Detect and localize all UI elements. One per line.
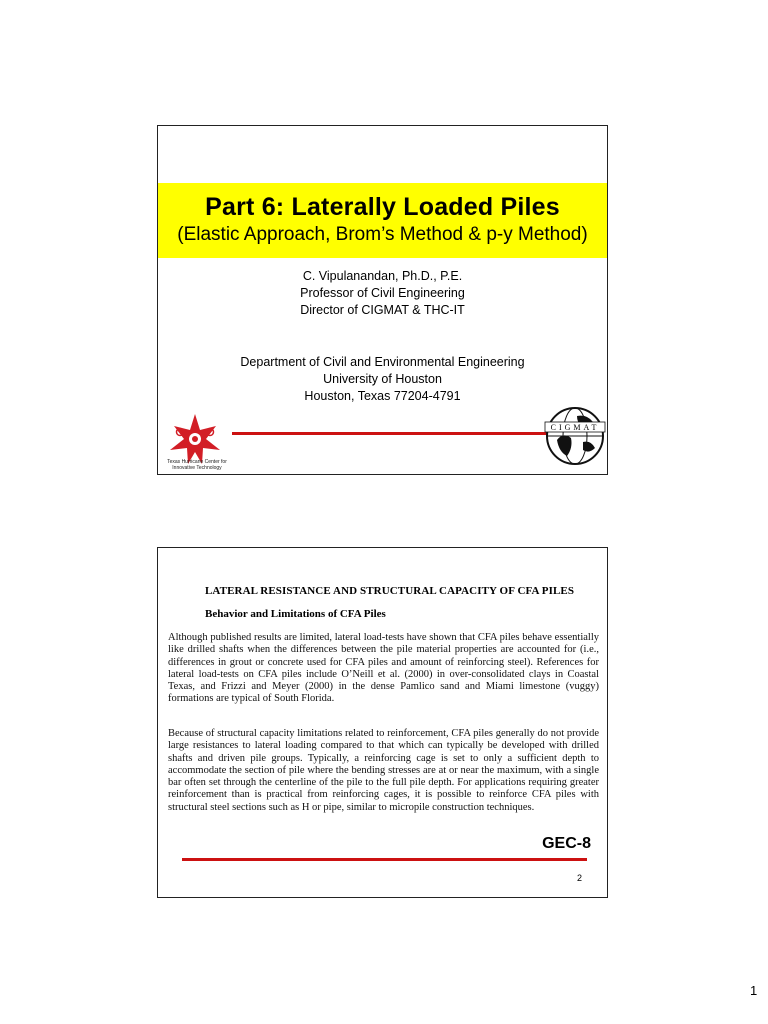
slide-title: Part 6: Laterally Loaded Piles [205,193,560,221]
title-band [158,183,607,258]
red-divider [182,858,587,861]
author-name: C. Vipulanandan, Ph.D., P.E. [302,269,463,283]
page-number: 1 [750,983,758,998]
author-block [158,268,607,319]
slide-1 [157,125,608,475]
author-title: Professor of Civil Engineering [300,286,465,300]
source-label: GEC-8 [542,835,591,852]
slide-number: 2 [576,873,582,883]
department-name: Department of Civil and Environmental Engineering [240,355,525,369]
logo-left-label: Texas Hurricane Center for Innovative Technology [167,459,227,471]
university-address: Houston, Texas 77204-4791 [304,389,461,403]
paragraph-1: Although published results are limited, lateral load-tests have shown that CFA piles behave essentially like drilled shafts when the differences between the pile material properties are accounted for (i.e., differences in grout or concrete used for CFA piles and amount of reinforcing steel). References for lateral load-tests on CFA piles include O’Neill et al. (2000) in over-consolidated clays in Coastal Texas, and Frizzi and Meyer (2000) in the dense Pamlico sand and Miami limestone (vuggy) formations are typical of South Florida. [168,632,599,705]
document-heading: LATERAL RESISTANCE AND STRUCTURAL CAPACITY OF CFA PILES [205,585,575,597]
red-divider [232,432,557,435]
cigmat-logo-text: CIGMAT [550,423,600,432]
paragraph-2: Because of structural capacity limitations related to reinforcement, CFA piles generally do not provide large resistances to lateral loading compared to that which can typically be developed with drilled shafts and driven pile groups. Typically, a reinforcing cage is set to only a sufficient depth to accommodate the section of pile where the bending stresses are at or near the maximum, with a single bar often set through the centerline of the pile to the full pile depth. For applications requiring greater reinforcement than is practical from reinforcing cages, it is possible to reinforce CFA piles with structural steel sections such as H or pipe, similar to micropile construction techniques. [168,728,599,813]
slide-subtitle: (Elastic Approach, Brom’s Method & p-y Method) [177,224,588,245]
department-block [158,354,607,405]
author-role: Director of CIGMAT & THC-IT [300,303,465,317]
cigmat-globe-logo-icon [543,402,607,468]
university-name: University of Houston [323,372,442,386]
document-subheading: Behavior and Limitations of CFA Piles [205,608,386,620]
slide-2 [157,547,608,898]
